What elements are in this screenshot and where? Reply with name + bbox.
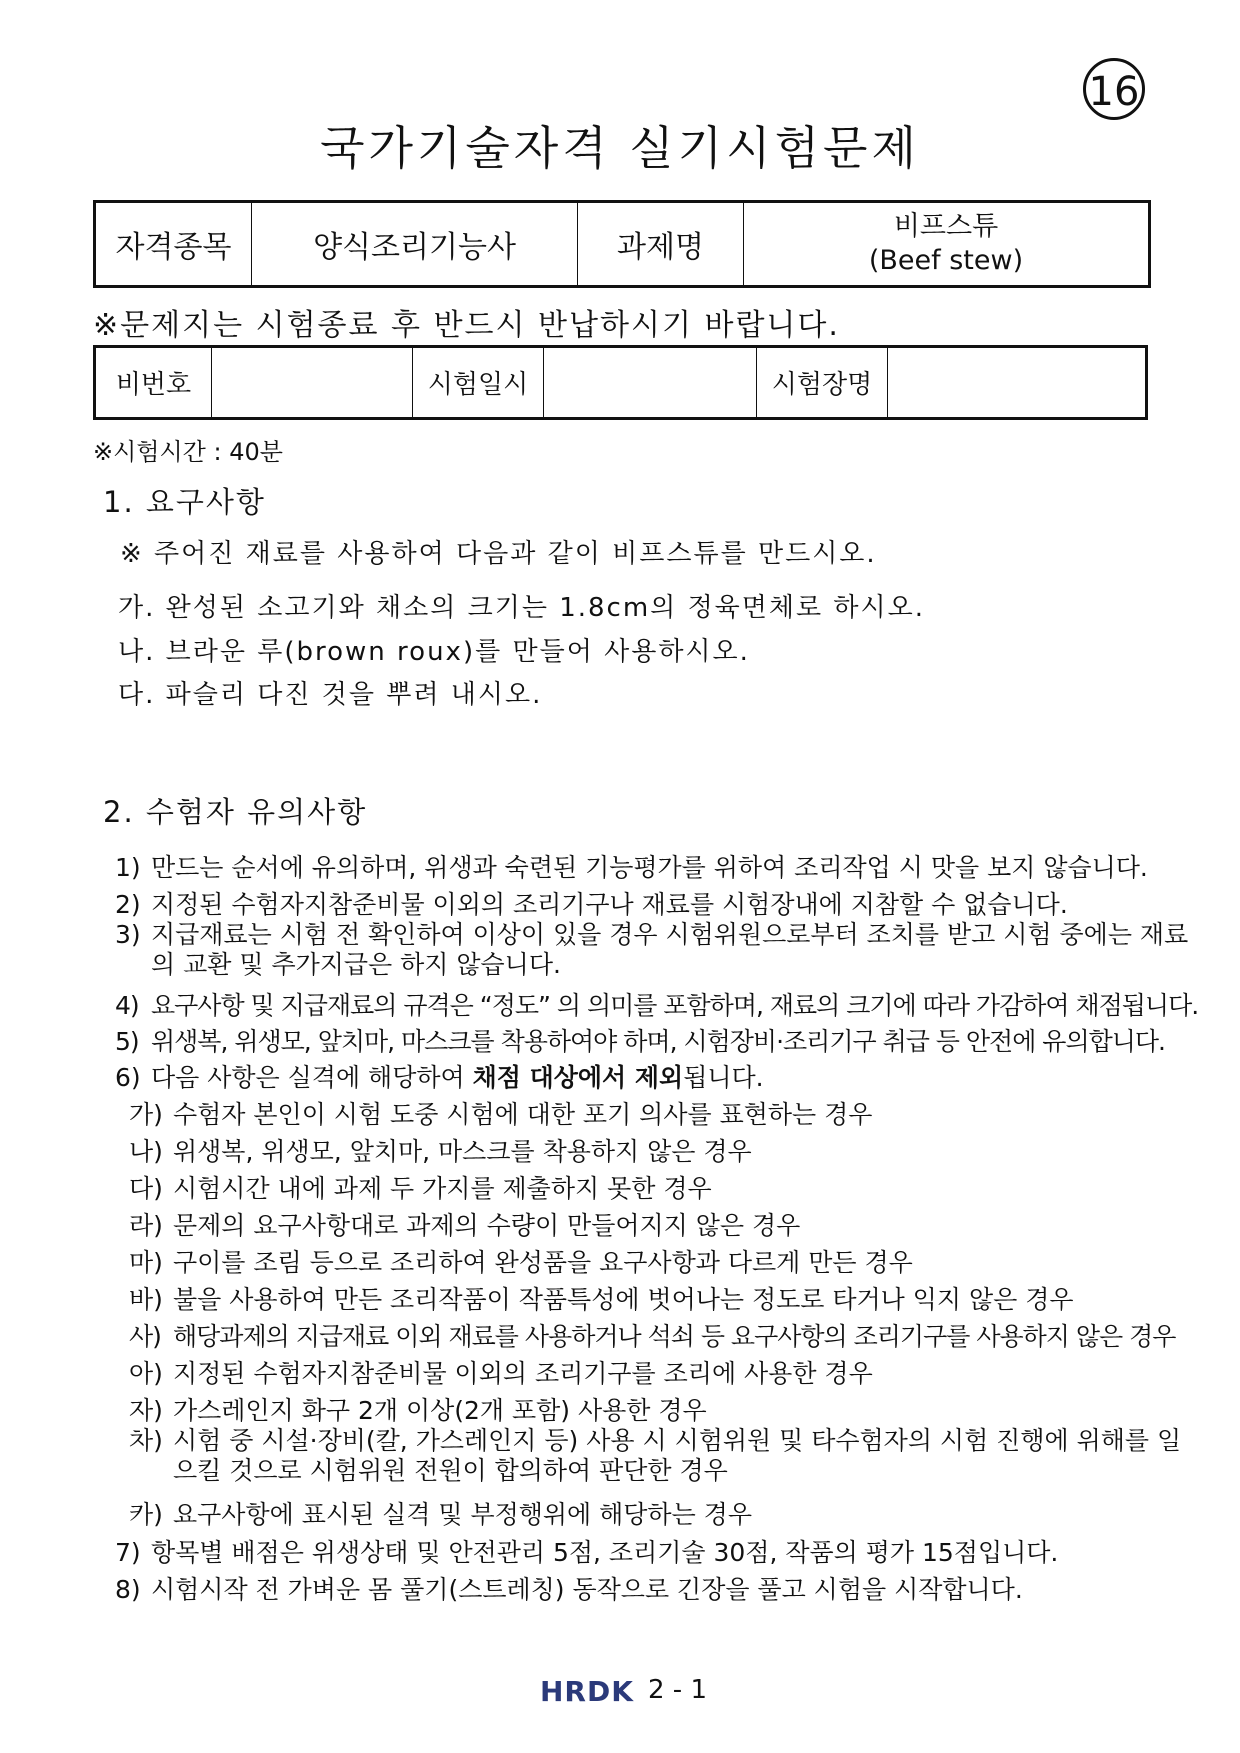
time-limit: ※시험시간 : 40분 (93, 438, 283, 466)
task-name-cell (744, 202, 1150, 287)
task-name-en: (Beef stew) (868, 245, 1024, 276)
caution-item: 6) 다음 사항은 실격에 해당하여 채점 대상에서 제외됩니다. (115, 1063, 764, 1092)
disqualification-item: 마) 구이를 조림 등으로 조리하여 완성품을 요구사항과 다르게 만든 경우 (129, 1248, 913, 1277)
exam-date-field[interactable] (544, 347, 757, 419)
caution-item: 8) 시험시작 전 가벼운 몸 풀기(스트레칭) 동작으로 긴장을 풀고 시험을 시작합니다. (115, 1575, 1023, 1604)
disqualification-item: 가) 수험자 본인이 시험 도중 시험에 대한 포기 의사를 표현하는 경우 (129, 1100, 873, 1129)
exam-place-field[interactable] (888, 347, 1147, 419)
task-name: 비프스튜 (893, 211, 999, 242)
caution-item: 2) 지정된 수험자지참준비물 이외의 조리기구나 재료를 시험장내에 지참할 수 없습니다. (115, 890, 1068, 919)
disqualification-item: 차) 시험 중 시설·장비(칼, 가스레인지 등) 사용 시 시험위원 및 타수험자의 시험 진행에 위해를 일으킬 것으로 시험위원 전원이 합의하여 판단한 경우 (129, 1426, 1182, 1485)
disqualification-item: 라) 문제의 요구사항대로 과제의 수량이 만들어지지 않은 경우 (129, 1211, 801, 1240)
hrdk-logo: HRDK (540, 1675, 634, 1708)
section2-heading: 2. 수험자 유의사항 (103, 795, 368, 829)
caution-item: 7) 항목별 배점은 위생상태 및 안전관리 5점, 조리기술 30점, 작품의 평가 15점입니다. (115, 1538, 1059, 1567)
exam-place-label: 시험장명 (757, 347, 888, 419)
requirement-item: 나. 브라운 루(brown roux)를 만들어 사용하시오. (118, 637, 750, 667)
page-title: 국가기술자격 실기시험문제 (320, 121, 920, 175)
page-number: 2 - 1 (648, 1675, 707, 1705)
requirement-item: 가. 완성된 소고기와 채소의 크기는 1.8cm의 정육면체로 하시오. (118, 593, 926, 623)
disqualification-emphasis: 채점 대상에서 제외 (472, 1063, 684, 1092)
section1-intro: ※ 주어진 재료를 사용하여 다음과 같이 비프스튜를 만드시오. (120, 539, 877, 569)
exam-info-table (93, 345, 1148, 420)
qualification-value: 양식조리기능사 (252, 202, 578, 287)
qualification-label: 자격종목 (95, 202, 252, 287)
exam-number-label: 비번호 (95, 347, 212, 419)
disqualification-item: 아) 지정된 수험자지참준비물 이외의 조리기구를 조리에 사용한 경우 (129, 1359, 873, 1388)
disqualification-item: 자) 가스레인지 화구 2개 이상(2개 포함) 사용한 경우 (129, 1396, 707, 1425)
caution-item: 1) 만드는 순서에 유의하며, 위생과 숙련된 기능평가를 위하여 조리작업 시 맛을 보지 않습니다. (115, 853, 1148, 882)
disqualification-item: 카) 요구사항에 표시된 실격 및 부정행위에 해당하는 경우 (129, 1500, 752, 1529)
disqualification-item: 사) 해당과제의 지급재료 이외 재료를 사용하거나 석쇠 등 요구사항의 조리기구를 사용하지 않은 경우 (129, 1322, 1176, 1351)
exam-number-field[interactable] (212, 347, 413, 419)
disqualification-item: 다) 시험시간 내에 과제 두 가지를 제출하지 못한 경우 (129, 1174, 712, 1203)
requirement-item: 다. 파슬리 다진 것을 뿌려 내시오. (118, 680, 543, 710)
exam-date-label: 시험일시 (413, 347, 544, 419)
task-label: 과제명 (578, 202, 744, 287)
problem-number-badge: 16 (1083, 58, 1145, 120)
disqualification-item: 바) 불을 사용하여 만든 조리작품이 작품특성에 벗어나는 정도로 타거나 익지 않은 경우 (129, 1285, 1074, 1314)
caution-item: 5) 위생복, 위생모, 앞치마, 마스크를 착용하여야 하며, 시험장비·조리기구 취급 등 안전에 유의합니다. (115, 1027, 1166, 1056)
section1-heading: 1. 요구사항 (103, 485, 266, 519)
qualification-table (93, 200, 1151, 288)
caution-item: 4) 요구사항 및 지급재료의 규격은 “정도” 의 의미를 포함하며, 재료의 크기에 따라 가감하여 채점됩니다. (115, 991, 1199, 1020)
caution-item: 3) 지급재료는 시험 전 확인하여 이상이 있을 경우 시험위원으로부터 조치를 받고 시험 중에는 재료의 교환 및 추가지급은 하지 않습니다. (115, 920, 1189, 979)
return-notice: ※문제지는 시험종료 후 반드시 반납하시기 바랍니다. (93, 308, 840, 343)
disqualification-item: 나) 위생복, 위생모, 앞치마, 마스크를 착용하지 않은 경우 (129, 1137, 752, 1166)
